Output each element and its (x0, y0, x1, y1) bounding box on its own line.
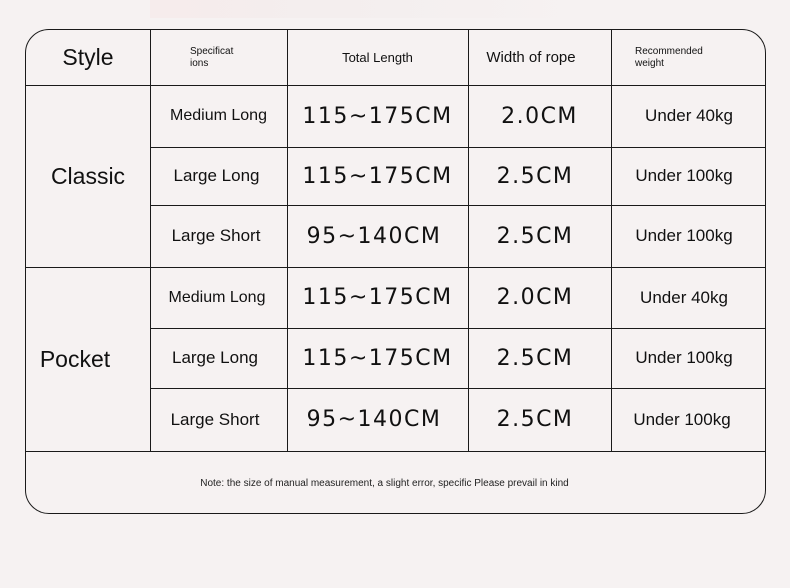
spec-cell: Large Short (171, 226, 261, 245)
length-cell: 115~175CM (302, 163, 453, 189)
header-total-length: Total Length (342, 50, 413, 65)
length-cell: 115~175CM (302, 345, 453, 371)
size-table (25, 29, 766, 514)
spec-cell: Medium Long (168, 288, 266, 306)
length-cell: 95~140CM (306, 407, 442, 432)
width-cell: 2.5CM (496, 407, 574, 432)
length-cell: 95~140CM (306, 223, 442, 249)
group-label-classic: Classic (50, 162, 126, 189)
spec-cell: Large Long (171, 348, 259, 367)
header-style: Style (62, 44, 114, 70)
spec-cell: Medium Long (170, 107, 267, 124)
width-cell: 2.0CM (496, 285, 574, 310)
header-specifications: Specificat ions (190, 46, 234, 69)
header-width-of-rope: Width of rope (486, 49, 576, 66)
weight-cell: Under 100kg (635, 226, 733, 245)
weight-cell: Under 40kg (645, 106, 733, 125)
length-cell: 115~175CM (302, 103, 453, 129)
weight-cell: Under 40kg (640, 287, 728, 307)
weight-cell: Under 100kg (633, 409, 731, 429)
spec-cell: Large Long (173, 166, 260, 185)
width-cell: 2.5CM (496, 223, 574, 249)
header-recommended-weight: Recommended weight (635, 46, 703, 69)
width-cell: 2.5CM (496, 345, 574, 371)
weight-cell: Under 100kg (635, 348, 733, 367)
top-decoration (150, 0, 590, 18)
width-cell: 2.0CM (501, 103, 578, 129)
spec-cell: Large Short (170, 409, 260, 429)
width-cell: 2.5CM (496, 163, 574, 189)
measurement-note: Note: the size of manual measurement, a slight error, specific Please prevail in kind (200, 477, 569, 489)
group-label-pocket: Pocket (39, 345, 111, 372)
weight-cell: Under 100kg (635, 166, 733, 185)
length-cell: 115~175CM (302, 285, 453, 310)
